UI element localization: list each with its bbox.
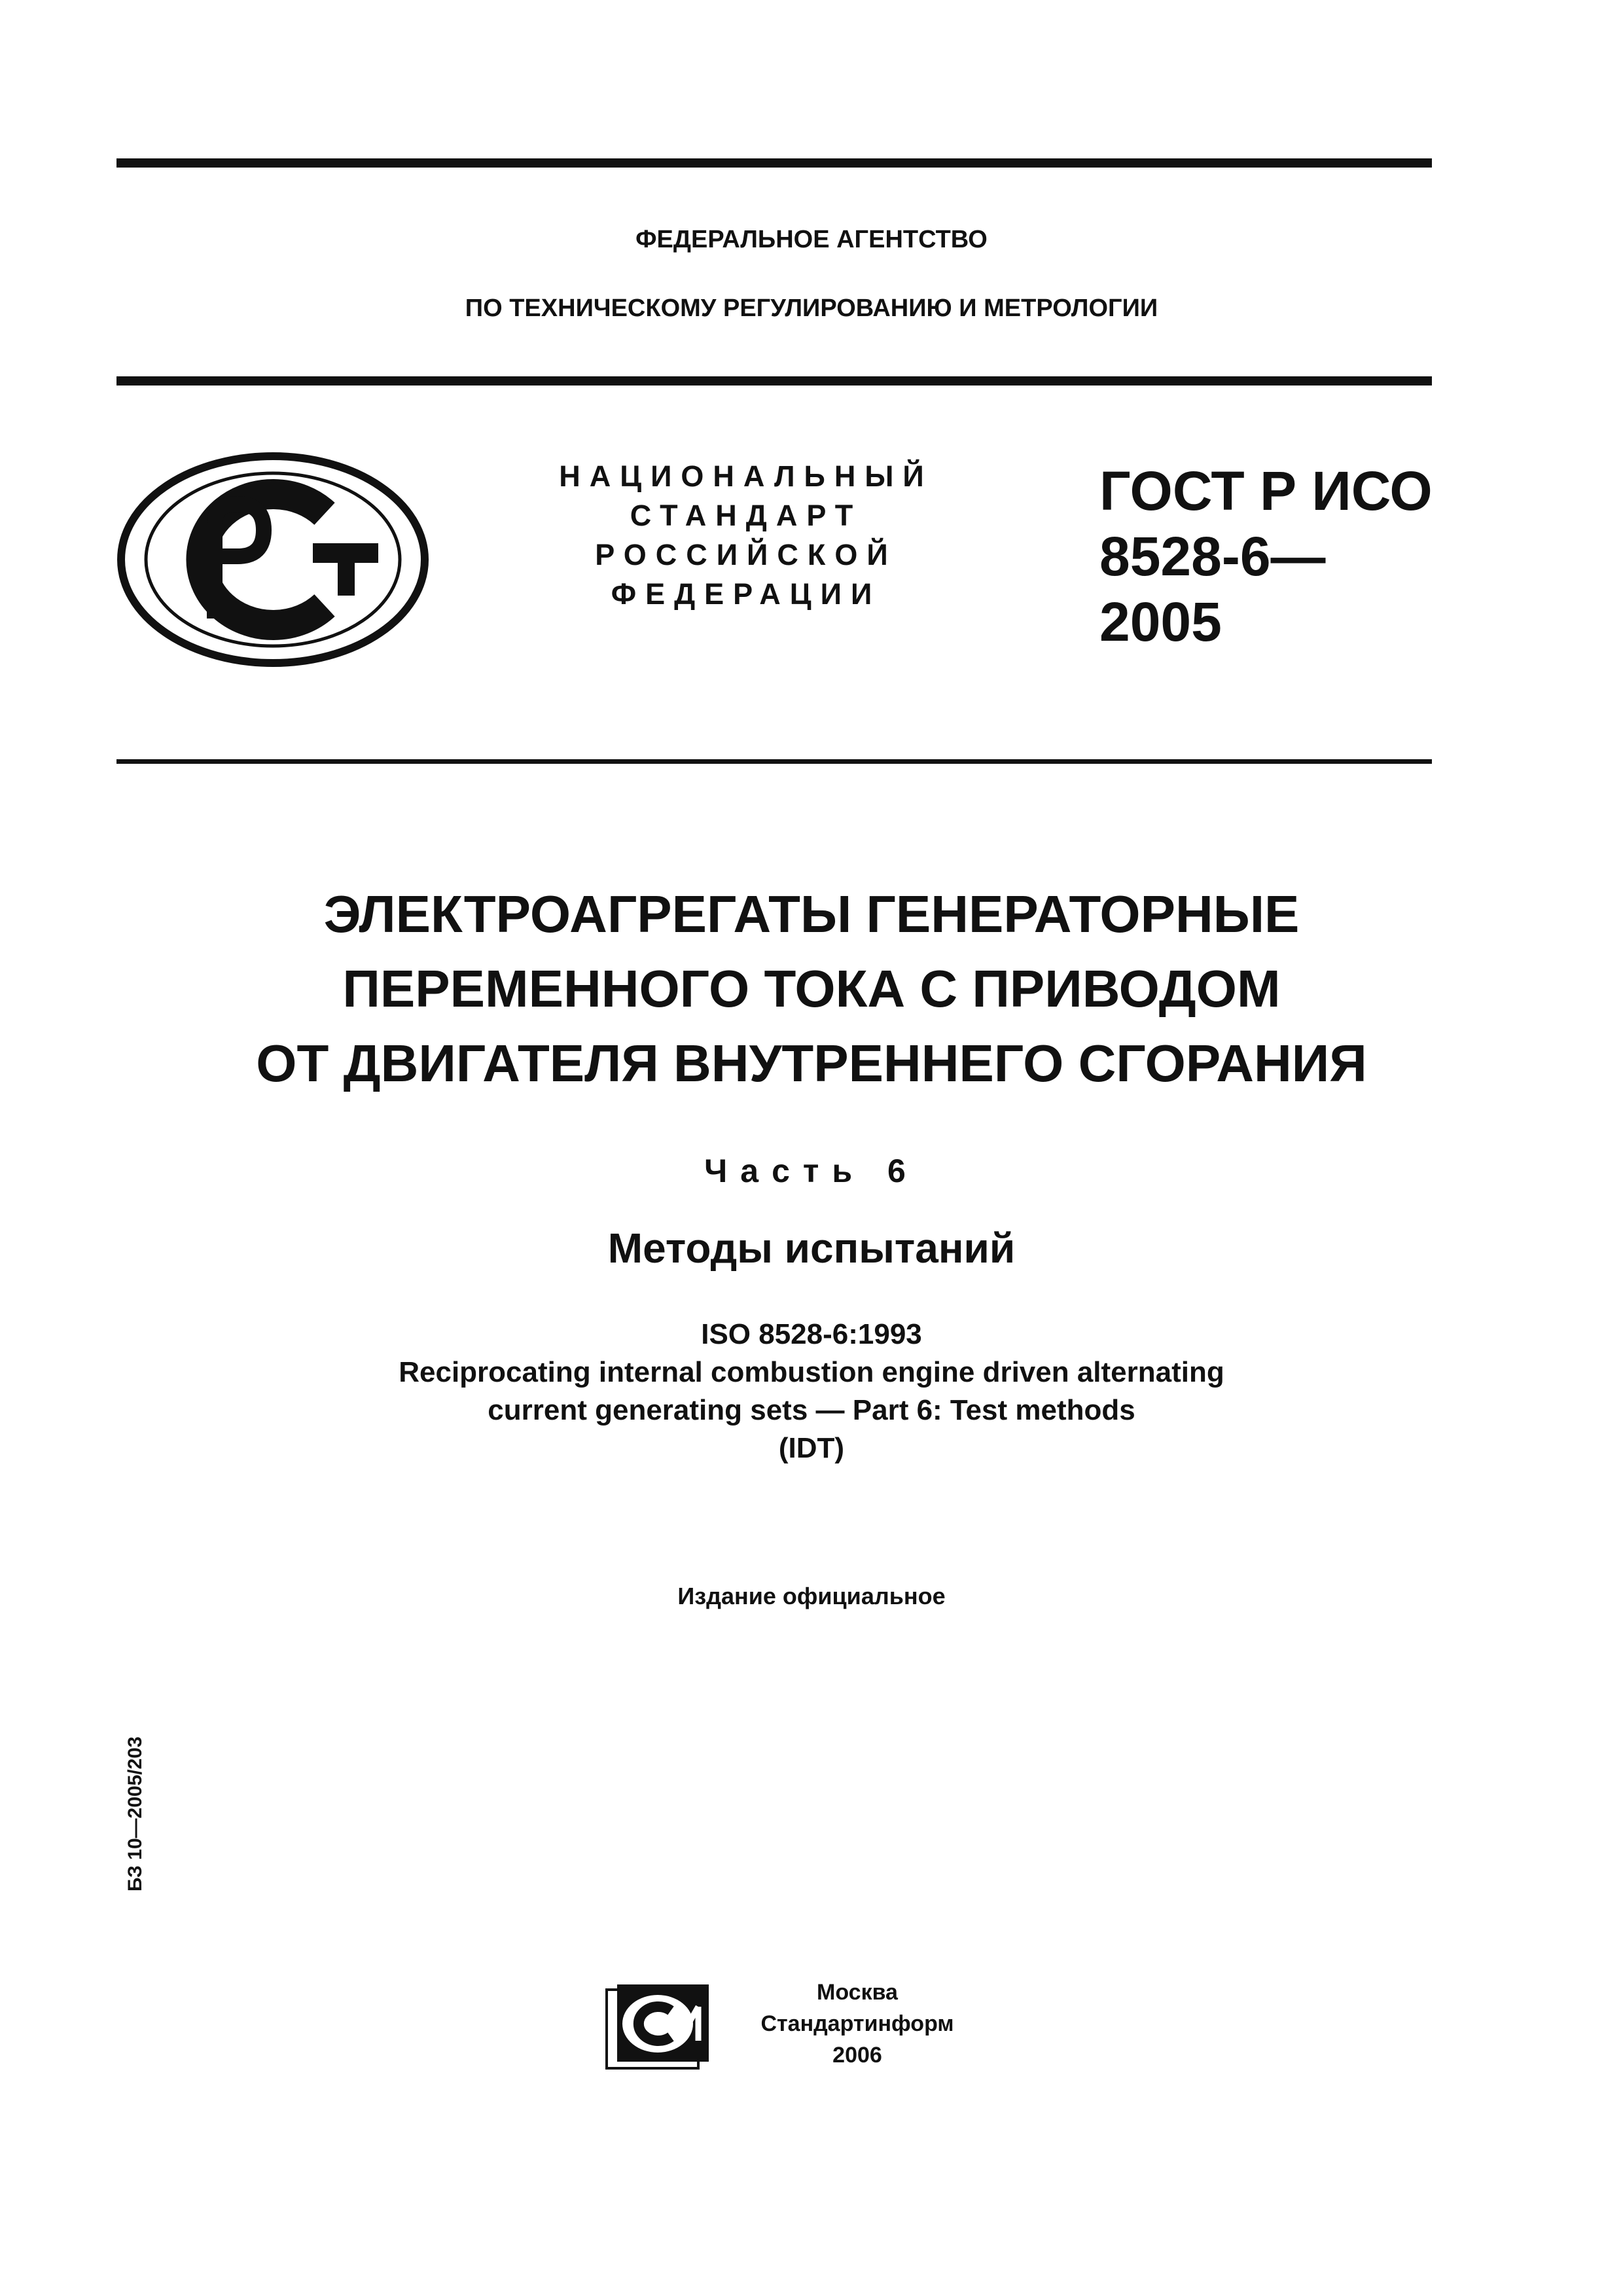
agency-line-2: ПО ТЕХНИЧЕСКОМУ РЕГУЛИРОВАНИЮ И МЕТРОЛОГИИ [465, 295, 1158, 322]
agency-line-1: ФЕДЕРАЛЬНОЕ АГЕНТСТВО [635, 226, 988, 253]
publisher-city: Москва [817, 1980, 898, 2005]
iso-line-4: (IDT) [778, 1432, 845, 1464]
spine-code [124, 1736, 164, 1931]
designation-line-2: 8528-6— [1099, 526, 1326, 587]
national-standard-label [497, 457, 995, 614]
publisher-block [733, 1977, 982, 2071]
pct-logo [116, 452, 429, 668]
title-line-3: ОТ ДВИГАТЕЛЯ ВНУТРЕННЕГО СГОРАНИЯ [256, 1034, 1367, 1092]
iso-reference [0, 1316, 1623, 1467]
national-line-1: НАЦИОНАЛЬНЫЙ [559, 459, 933, 493]
top-rule [116, 158, 1432, 168]
publisher-logo [605, 1983, 710, 2075]
edition-label: Издание официальное [677, 1583, 946, 1609]
designation-line-3: 2005 [1099, 591, 1222, 653]
part-number: Часть 6 [704, 1153, 919, 1189]
national-line-4: ФЕДЕРАЦИИ [611, 577, 882, 611]
document-title [0, 877, 1623, 1101]
title-line-2: ПЕРЕМЕННОГО ТОКА С ПРИВОДОМ [342, 960, 1281, 1018]
publisher-name: Стандартинформ [760, 2011, 954, 2036]
spine-code-text: БЗ 10—2005/203 [124, 1736, 146, 1892]
national-line-2: СТАНДАРТ [630, 499, 863, 532]
standard-designation [1099, 458, 1440, 655]
agency-rule [116, 376, 1432, 386]
iso-line-1: ISO 8528-6:1993 [701, 1318, 922, 1350]
iso-line-3: current generating sets — Part 6: Test methods [488, 1394, 1135, 1426]
iso-line-2: Reciprocating internal combustion engine driven alternating [399, 1356, 1224, 1388]
publisher-logo-text: СИ [605, 1983, 607, 1984]
publisher-year: 2006 [832, 2043, 882, 2068]
document-subtitle: Методы испытаний [607, 1225, 1016, 1272]
designation-line-1: ГОСТ Р ИСО [1099, 460, 1433, 522]
national-line-3: РОССИЙСКОЙ [595, 538, 897, 571]
title-line-1: ЭЛЕКТРОАГРЕГАТЫ ГЕНЕРАТОРНЫЕ [323, 885, 1300, 943]
header-rule [116, 759, 1432, 764]
